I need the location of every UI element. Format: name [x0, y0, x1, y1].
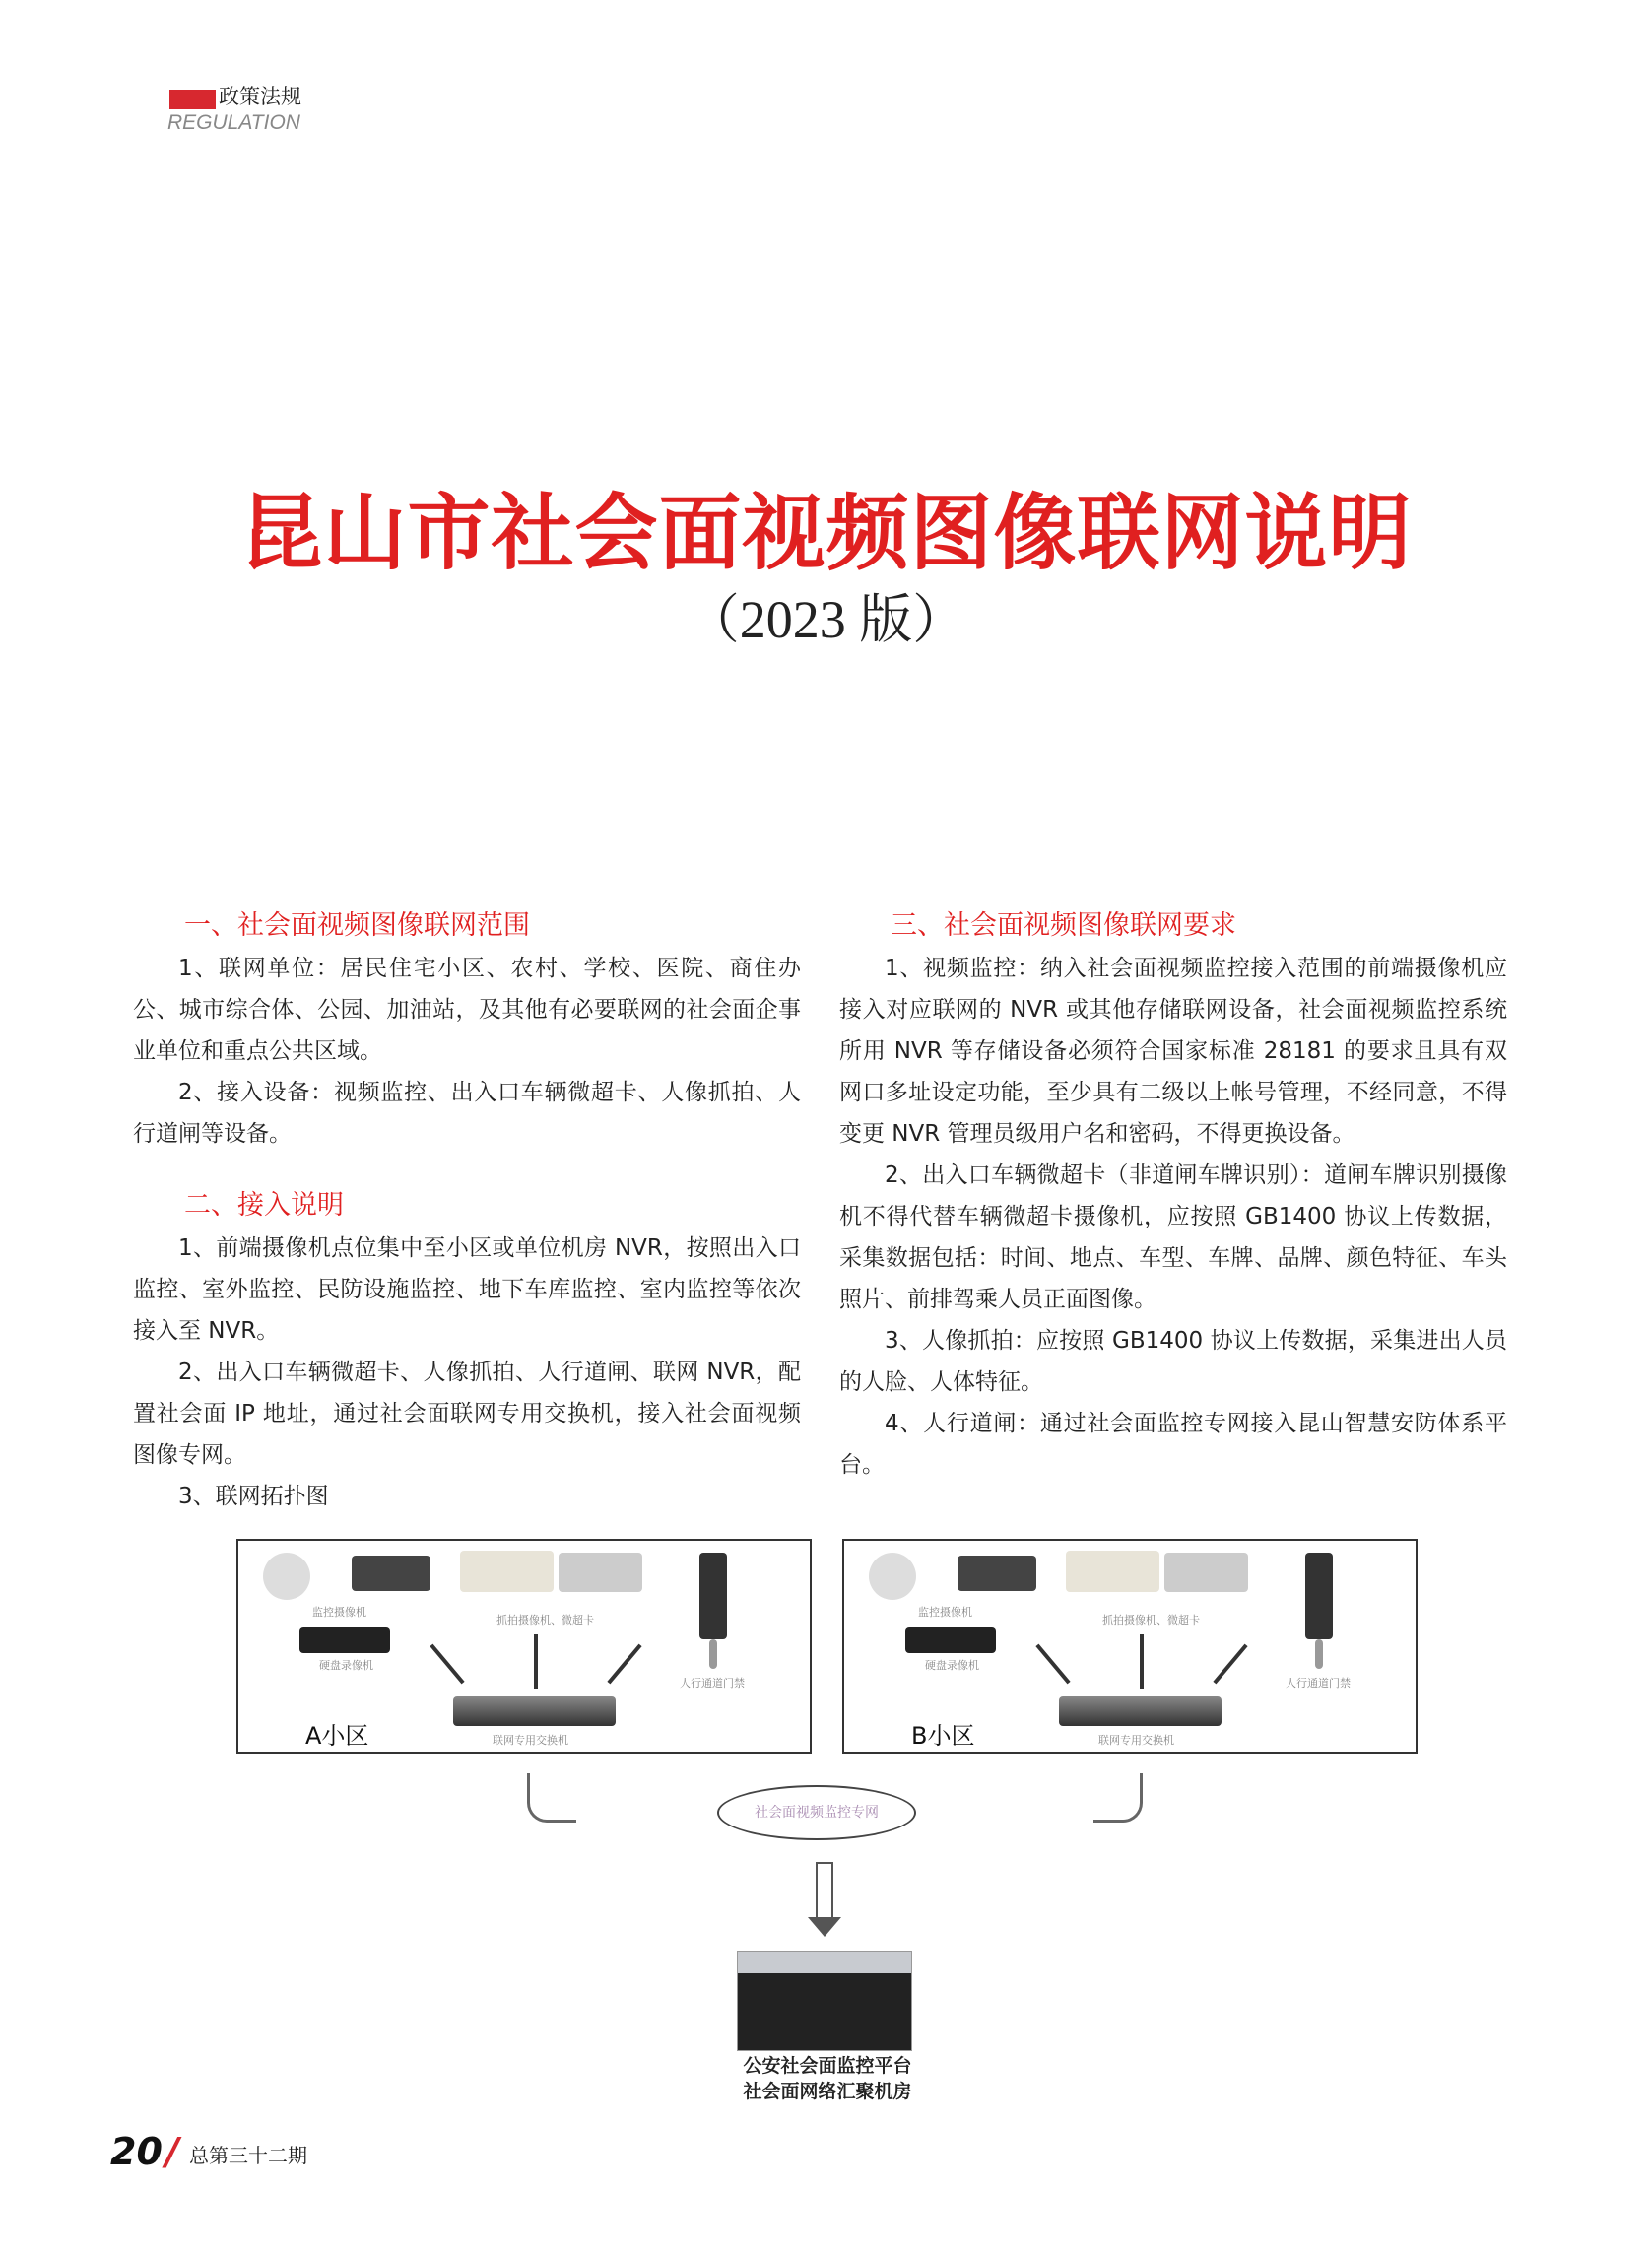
cloud-network: 社会面视频监控专网: [717, 1785, 916, 1840]
issue-number: 总第三十二期: [189, 2144, 307, 2167]
page-number: 20: [110, 2130, 163, 2173]
switch-icon: [1059, 1696, 1222, 1726]
section-heading: 二、接入说明: [184, 1190, 344, 1221]
zone-label: B小区: [911, 1722, 975, 1750]
dome-camera-icon: [869, 1553, 916, 1600]
paragraph: 2、接入设备：视频监控、出入口车辆微超卡、人像抓拍、人行道闸等设备。: [133, 1080, 801, 1147]
capture-camera-icon: [1164, 1553, 1248, 1592]
arrow-icon: [430, 1644, 464, 1685]
paragraph: 2、出入口车辆微超卡、人像抓拍、人行道闸、联网 NVR，配置社会面 IP 地址，通过社会面联网专用交换机，接入社会面视频图像专网。: [133, 1360, 801, 1468]
switch-label: 联网专用交换机: [493, 1734, 568, 1747]
bullet-camera-icon: [958, 1556, 1036, 1591]
zone-label: A小区: [305, 1722, 369, 1750]
arrow-icon: [1140, 1634, 1144, 1689]
left-column: [133, 904, 801, 1517]
capture-label: 抓拍摄像机、微超卡: [496, 1614, 594, 1626]
section-title: 政策法规: [219, 85, 301, 108]
section-heading: 三、社会面视频图像联网要求: [891, 910, 1236, 941]
platform-label: 社会面网络汇聚机房: [743, 2081, 912, 2102]
paragraph: 1、前端摄像机点位集中至小区或单位机房 NVR，按照出入口监控、室外监控、民防设施监控、地下车库监控、室内监控等依次接入至 NVR。: [133, 1235, 801, 1344]
paragraph: 1、联网单位：居民住宅小区、农村、学校、医院、商住办公、城市综合体、公园、加油站，及其他有必要联网的社会面企事业单位和重点公共区域。: [133, 956, 801, 1064]
zone-b-diagram: [842, 1539, 1418, 1754]
slash-divider: /: [165, 2130, 179, 2173]
camera-label: 监控摄像机: [918, 1606, 972, 1619]
zone-a-diagram: [236, 1539, 812, 1754]
gate-terminal-icon: [1305, 1553, 1333, 1639]
article-title: 昆山市社会面视频图像联网说明: [239, 485, 1413, 581]
platform-label: 公安社会面监控平台: [743, 2055, 912, 2077]
nvr-label: 硬盘录像机: [925, 1659, 979, 1672]
paragraph: 3、联网拓扑图: [178, 1484, 329, 1509]
capture-camera-icon: [1066, 1551, 1159, 1592]
down-arrow-icon: [816, 1862, 833, 1919]
arrow-icon: [1035, 1644, 1070, 1685]
paragraph: 1、视频监控：纳入社会面视频监控接入范围的前端摄像机应接入对应联网的 NVR 或其他存储联网设备，社会面视频监控系统所用 NVR 等存储设备必须符合国家标准 28181 的要求且具有双网口多址设定功能，至少具有二级以上帐号管理，不经同意，不得变更 NVR 管理员级用户名和密码，不得更换设备。: [839, 956, 1507, 1147]
section-subtitle: REGULATION: [167, 111, 300, 134]
bullet-camera-icon: [352, 1556, 430, 1591]
dome-camera-icon: [263, 1553, 310, 1600]
paragraph: 3、人像抓拍：应按照 GB1400 协议上传数据，采集进出人员的人脸、人体特征。: [839, 1328, 1507, 1395]
bent-arrow-icon: [527, 1773, 576, 1823]
bent-arrow-icon: [1093, 1773, 1143, 1823]
gate-label: 人行通道门禁: [680, 1677, 745, 1690]
section-marker: [169, 90, 216, 109]
paragraph: 4、人行道闸：通过社会面监控专网接入昆山智慧安防体系平台。: [839, 1411, 1507, 1478]
gate-label: 人行通道门禁: [1286, 1677, 1351, 1690]
right-column: [839, 904, 1507, 1486]
capture-camera-icon: [460, 1551, 554, 1592]
arrow-icon: [1213, 1644, 1247, 1685]
nvr-label: 硬盘录像机: [319, 1659, 373, 1672]
arrow-icon: [607, 1644, 641, 1685]
gate-terminal-icon: [699, 1553, 727, 1639]
switch-label: 联网专用交换机: [1098, 1734, 1174, 1747]
capture-label: 抓拍摄像机、微超卡: [1102, 1614, 1200, 1626]
paragraph: 2、出入口车辆微超卡（非道闸车牌识别）：道闸车牌识别摄像机不得代替车辆微超卡摄像机，应按照 GB1400 协议上传数据，采集数据包括：时间、地点、车型、车牌、品牌、颜色特征、车头照片、前排驾乘人员正面图像。: [839, 1162, 1507, 1312]
arrow-icon: [534, 1634, 538, 1689]
camera-label: 监控摄像机: [312, 1606, 366, 1619]
article-subtitle: （2023 版）: [686, 590, 966, 649]
switch-icon: [453, 1696, 616, 1726]
capture-camera-icon: [559, 1553, 642, 1592]
nvr-icon: [299, 1627, 390, 1653]
nvr-icon: [905, 1627, 996, 1653]
section-heading: 一、社会面视频图像联网范围: [184, 910, 530, 941]
server-rack-icon: [737, 1951, 912, 2051]
